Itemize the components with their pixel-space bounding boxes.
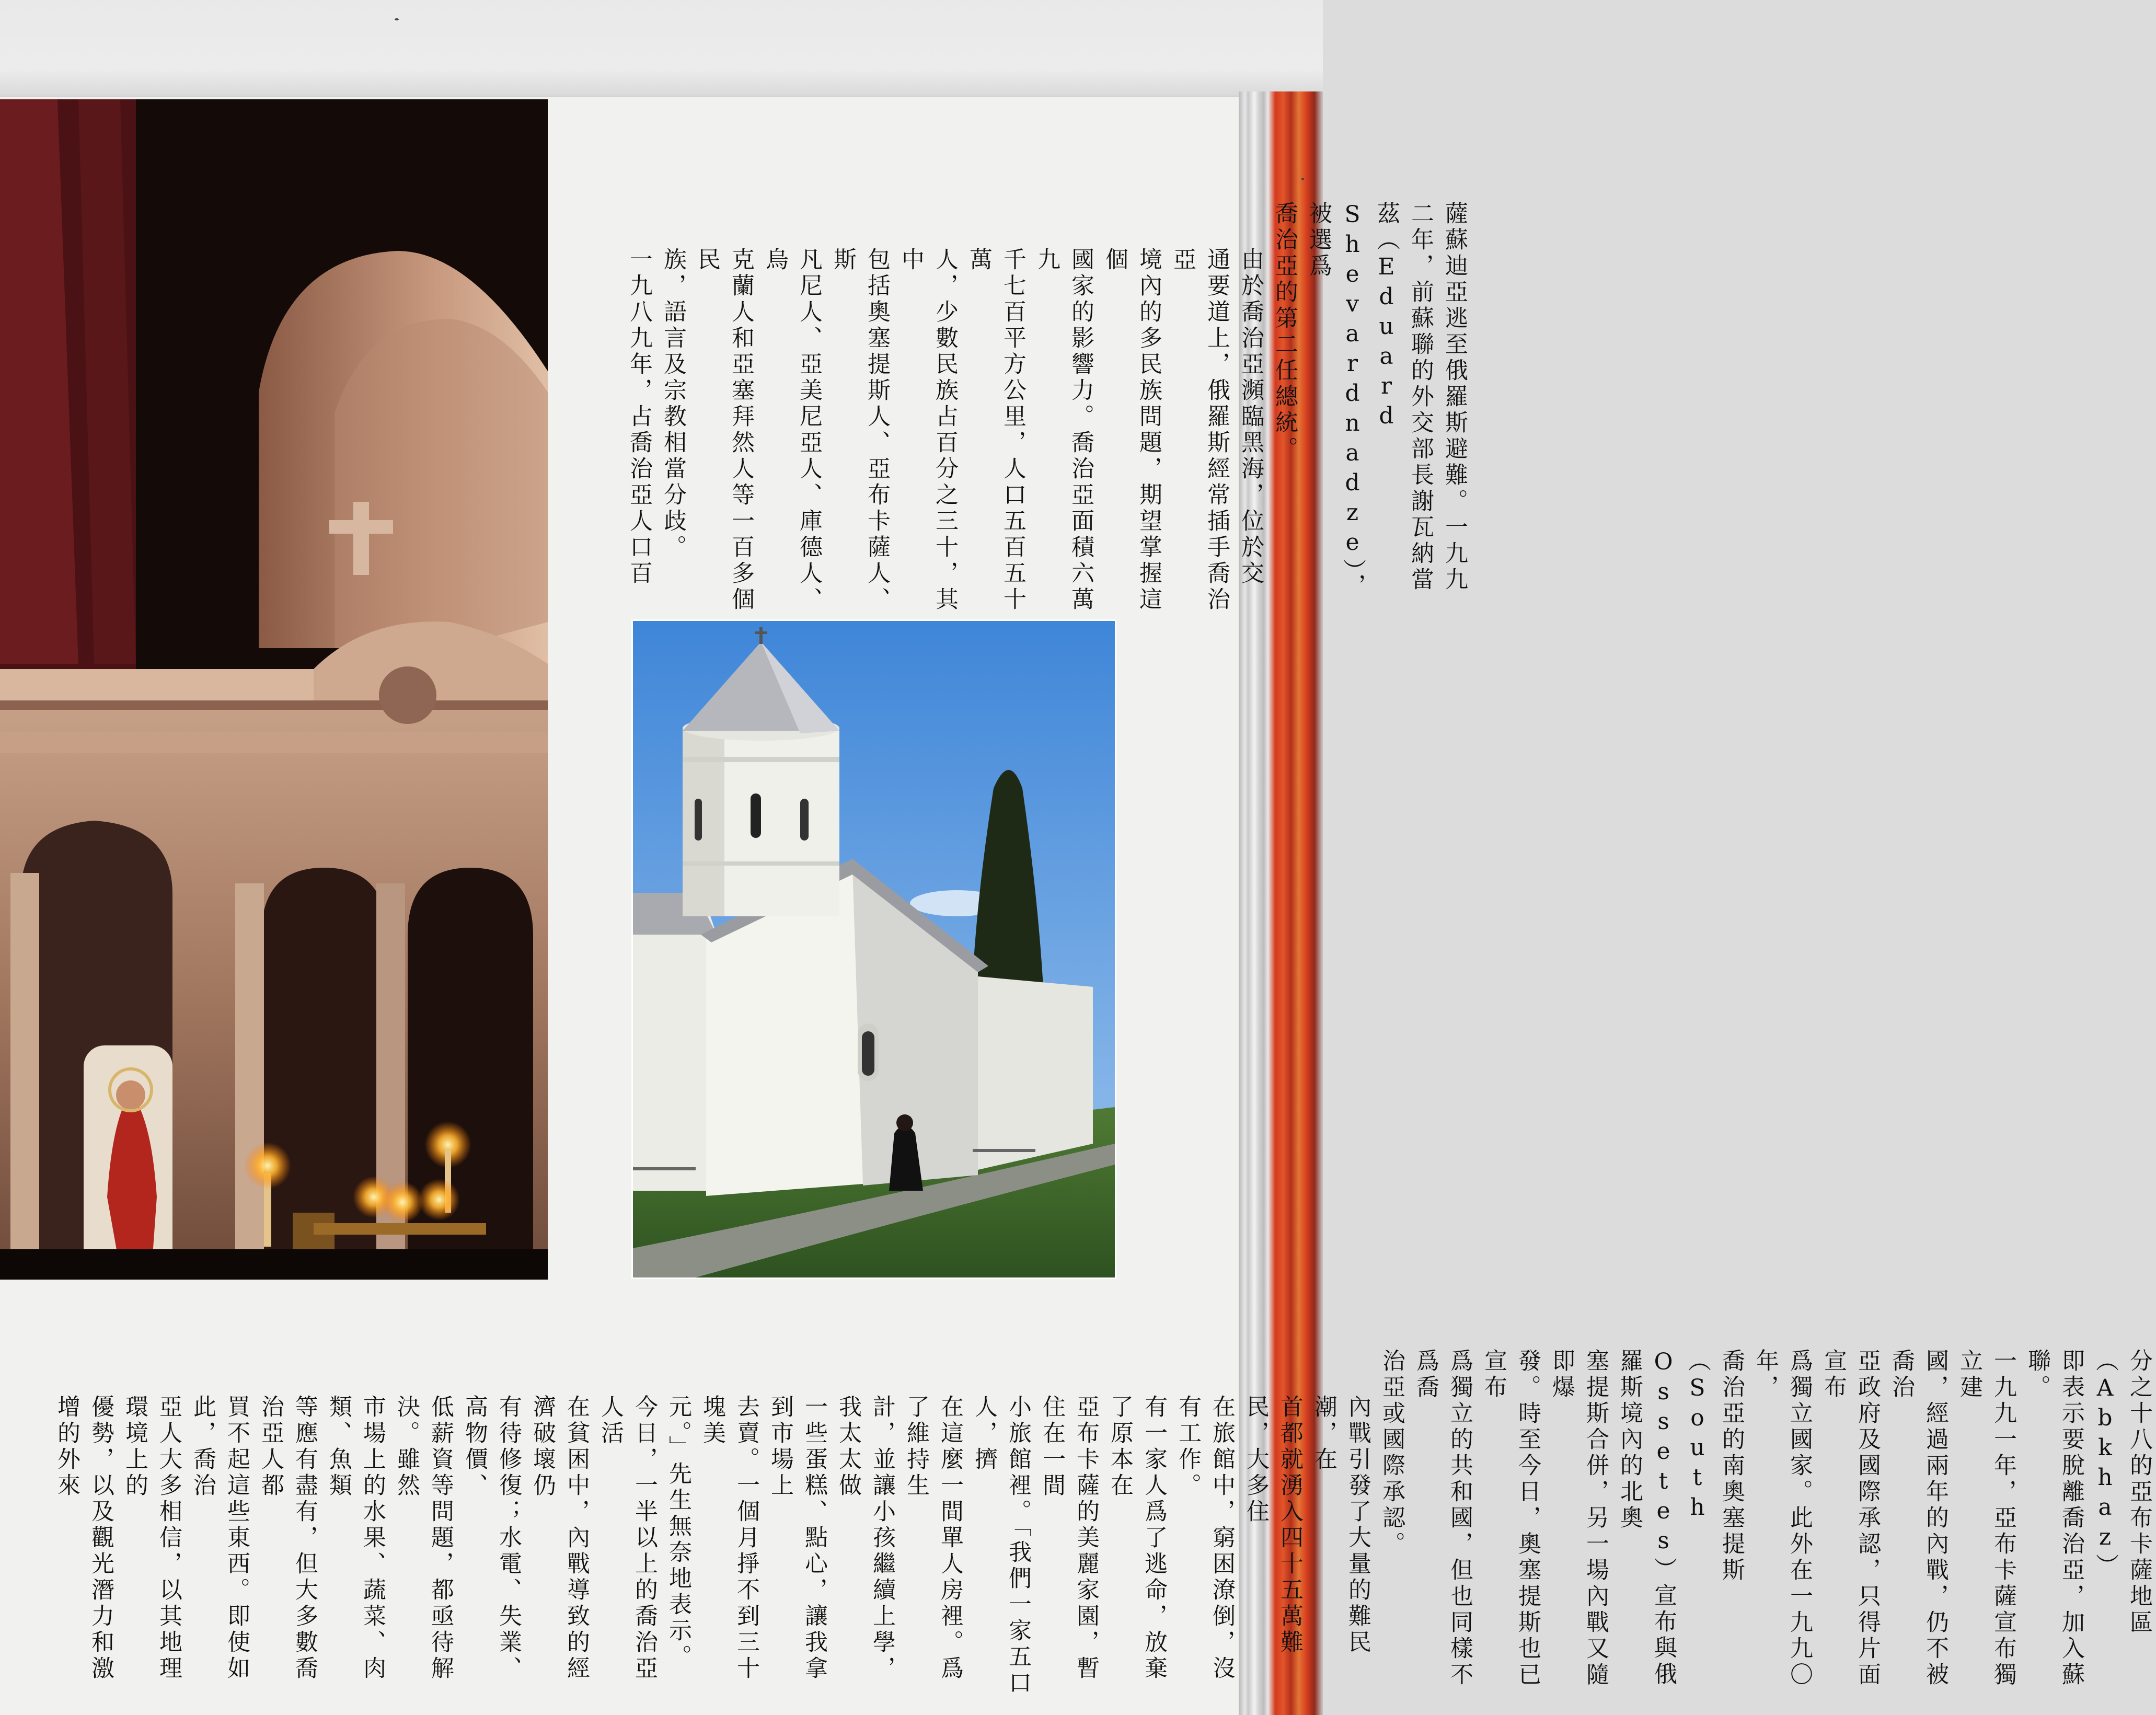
text-line: 等應有盡有，但大多數喬治亞人都 bbox=[257, 1395, 318, 1682]
paragraph bbox=[661, 1349, 1375, 1704]
text-line: 有待修復；水電、失業、高物價、 bbox=[461, 1395, 522, 1682]
church-interior-photo bbox=[0, 99, 548, 1280]
text-line: 低薪資等問題，都亟待解決。雖然 bbox=[393, 1395, 454, 1682]
text-line: 爲獨立國家。此外在一九九〇年， bbox=[1752, 1349, 1813, 1688]
text-line: 內戰引發了大量的難民潮，在 bbox=[1310, 1395, 1371, 1656]
text-line: 國家的影響力。喬治亞面積六萬九 bbox=[1033, 247, 1094, 613]
church-exterior-illustration bbox=[633, 621, 1115, 1277]
text-line: 市場上的水果、蔬菜、肉類、魚類 bbox=[325, 1395, 386, 1682]
text-line: 亞布卡薩的美麗家園，暫住在一間 bbox=[1039, 1395, 1099, 1682]
text-line: 境內的多民族問題，期望掌握這個 bbox=[1101, 247, 1162, 613]
text-line: 克蘭人和亞塞拜然人等一百多個民 bbox=[694, 247, 754, 613]
text-line: 爲獨立的共和國，但也同樣不爲喬 bbox=[1412, 1349, 1473, 1688]
text-line: 一九九一年，亞布卡薩宣布獨立建 bbox=[1956, 1349, 2016, 1688]
paragraph bbox=[656, 201, 1267, 614]
text-line: 薩蘇迪亞逃至俄羅斯避難。一九九 bbox=[1441, 201, 1468, 593]
text-line: 包括奧塞提斯人、亞布卡薩人、斯 bbox=[829, 247, 890, 613]
text-line: 元。」先生無奈地表示。 bbox=[665, 1395, 691, 1671]
text-line: 亞人大多相信，以其地理環境上的 bbox=[121, 1395, 182, 1682]
text-line: 分之十八的亞布卡薩地區（Abkhaz） bbox=[2092, 1349, 2152, 1636]
text-line: 人，少數民族占百分之三十，其中 bbox=[897, 247, 958, 613]
paragraph bbox=[50, 1349, 661, 1704]
text-line: 國，經過兩年的內戰，仍不被喬治 bbox=[1888, 1349, 1949, 1688]
church-interior-illustration bbox=[0, 99, 548, 1280]
text-line: 千七百平方公里，人口五百五十萬 bbox=[965, 247, 1026, 613]
text-line: 一些蛋糕、點心，讓我拿到市場上 bbox=[767, 1395, 827, 1682]
text-line: 去賣。一個月掙不到三十塊美 bbox=[699, 1395, 759, 1682]
text-line: 計，並讓小孩繼續上學，我太太做 bbox=[835, 1395, 895, 1682]
text-line: 治亞或國際承認。 bbox=[1378, 1349, 1405, 1558]
text-line: 小旅館裡。「我們一家五口人，擠 bbox=[971, 1395, 1031, 1697]
text-line: 凡尼人、亞美尼亞人、庫德人、烏 bbox=[762, 247, 822, 613]
paragraph bbox=[1375, 1349, 2156, 1704]
text-line: 一九八九年，占喬治亞人口百 bbox=[626, 247, 652, 587]
text-line: Ossetes）宣布與俄羅斯境內的北奧 bbox=[1616, 1349, 1677, 1688]
text-line: 首都就湧入四十五萬難民，大多住 bbox=[1242, 1395, 1303, 1656]
text-line: 茲（Eduard Shevardnadze），被選爲 bbox=[1305, 201, 1400, 600]
scan-speck bbox=[395, 18, 399, 20]
scan-top-margin bbox=[0, 0, 1323, 99]
text-line: 優勢，以及觀光潛力和激增的外來 bbox=[53, 1395, 114, 1682]
text-line: 二年，前蘇聯的外交部長謝瓦納當 bbox=[1407, 201, 1434, 593]
text-line: 有一家人爲了逃命，放棄了原本在 bbox=[1106, 1395, 1167, 1682]
article-text-top bbox=[622, 201, 1471, 614]
text-line: 今日，一半以上的喬治亞人活 bbox=[597, 1395, 658, 1682]
text-line: 在旅館中，窮困潦倒，沒有工作。 bbox=[1174, 1395, 1235, 1682]
text-line: 塞提斯合併，另一場內戰又隨即爆 bbox=[1548, 1349, 1609, 1688]
text-line: 喬治亞的第二任總統。 bbox=[1271, 201, 1298, 463]
paragraph bbox=[1267, 201, 1471, 614]
scan-speck bbox=[1301, 178, 1304, 180]
text-line: 族，語言及宗教相當分歧。 bbox=[660, 247, 686, 561]
paragraph bbox=[622, 201, 656, 614]
text-line: 亞政府及國際承認，只得片面宣布 bbox=[1820, 1349, 1881, 1688]
church-exterior-photo bbox=[631, 619, 1116, 1279]
text-line: 喬治亞的南奧塞提斯（South bbox=[1684, 1349, 1745, 1584]
text-line: 通要道上，俄羅斯經常插手喬治亞 bbox=[1169, 247, 1230, 613]
text-line: 在貧困中，內戰導致的經濟破壞仍 bbox=[529, 1395, 590, 1682]
text-line: 發。時至今日，奧塞提斯也已宣布 bbox=[1480, 1349, 1541, 1688]
text-line: 買不起這些東西。即使如此，喬治 bbox=[189, 1395, 250, 1682]
article-text-bottom bbox=[50, 1349, 2156, 1704]
text-line: 由於喬治亞瀕臨黑海，位於交 bbox=[1237, 247, 1264, 587]
text-line: 即表示要脫離喬治亞，加入蘇聯。 bbox=[2024, 1349, 2084, 1688]
text-line: 在這麼一間單人房裡。爲了維持生 bbox=[903, 1395, 963, 1682]
